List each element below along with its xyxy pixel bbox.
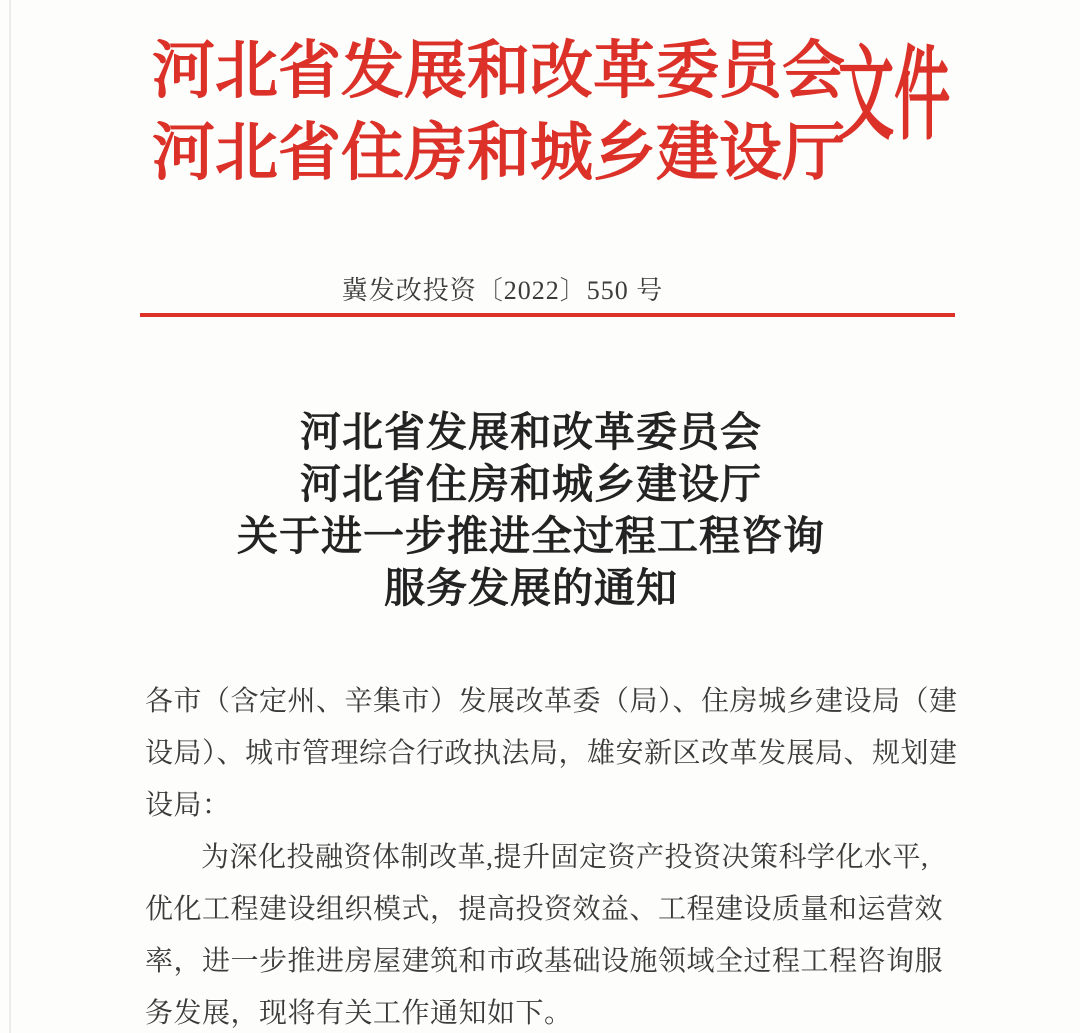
document-body (145, 676, 960, 1033)
title-line-3: 关于进一步推进全过程工程咨询 (237, 513, 825, 559)
paragraph-line-4: 务发展，现将有关工作通知如下。 (145, 998, 573, 1029)
letterhead-document-label: 文件 (838, 40, 951, 153)
red-divider-line (140, 313, 955, 317)
title-line-1: 河北省发展和改革委员会 (300, 409, 762, 455)
letterhead (152, 30, 852, 194)
salutation-line-1: 各市（含定州、辛集市）发展改革委（局）、住房城乡建设局（建 (145, 686, 958, 717)
letterhead-org-line-2: 河北省住房和城乡建设厅 (152, 118, 845, 188)
title-line-2: 河北省住房和城乡建设厅 (300, 461, 762, 507)
letterhead-org-line-1: 河北省发展和改革委员会 (152, 36, 845, 106)
salutation-line-3: 设局： (145, 790, 231, 821)
document-title (0, 406, 1062, 614)
title-line-4: 服务发展的通知 (384, 565, 678, 611)
paragraph-line-2: 优化工程建设组织模式，提高投资效益、工程建设质量和运营效 (145, 894, 944, 925)
salutation-line-2: 设局）、城市管理综合行政执法局，雄安新区改革发展局、规划建 (145, 738, 958, 769)
paragraph-line-3: 率，进一步推进房屋建筑和市政基础设施领域全过程工程咨询服 (145, 946, 944, 977)
paragraph-line-1: 为深化投融资体制改革,提升固定资产投资决策科学化水平, (201, 842, 929, 873)
document-number: 冀发改投资〔2022〕550 号 (341, 276, 664, 305)
